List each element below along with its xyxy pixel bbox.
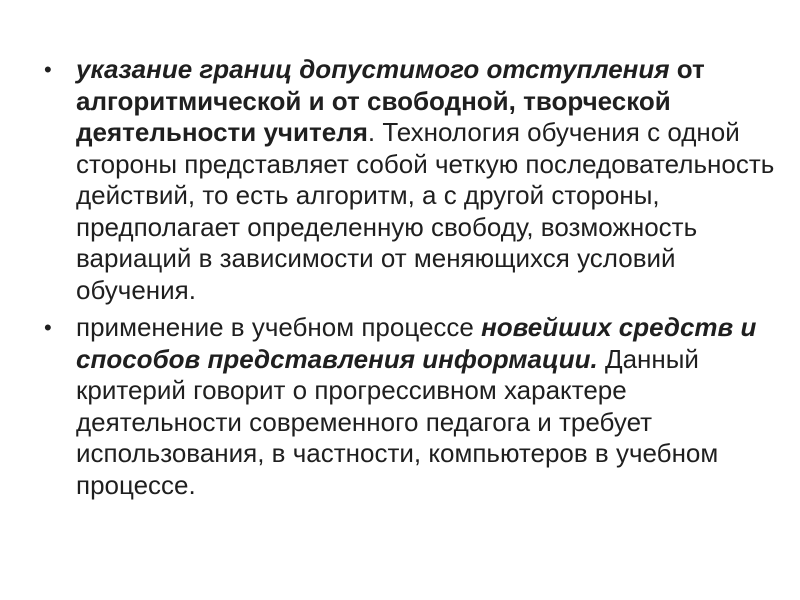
bullet-2-italic-emphasis: новейших средств и способов представления информации. — [76, 312, 757, 374]
bullet-marker: • — [44, 315, 52, 340]
bullet-item-2 — [38, 312, 778, 501]
bullet-2-lead-text: применение в учебном процессе — [76, 312, 482, 342]
bullet-item-1 — [38, 54, 778, 306]
bullet-list — [38, 54, 778, 507]
bullet-2-body-text: Данный критерий говорит о прогрессивном характере деятельности современного педагога и требует использования, в частности, компьютеров в учебном процессе. — [76, 343, 719, 500]
bullet-1-italic-emphasis: указание границ допустимого отступления — [76, 54, 670, 84]
bullet-1-body-text: . Технология обучения с одной стороны представляет собой четкую последовательность действий, то есть алгоритм, а с другой стороны, предполагает определенную свободу, возможность вариаций в зависимости от меняющихся условий обучения. — [76, 117, 775, 305]
bullet-marker: • — [44, 57, 52, 82]
bullet-1-bold-emphasis: от алгоритмической и от свободной, творческой деятельности учителя — [76, 54, 705, 147]
